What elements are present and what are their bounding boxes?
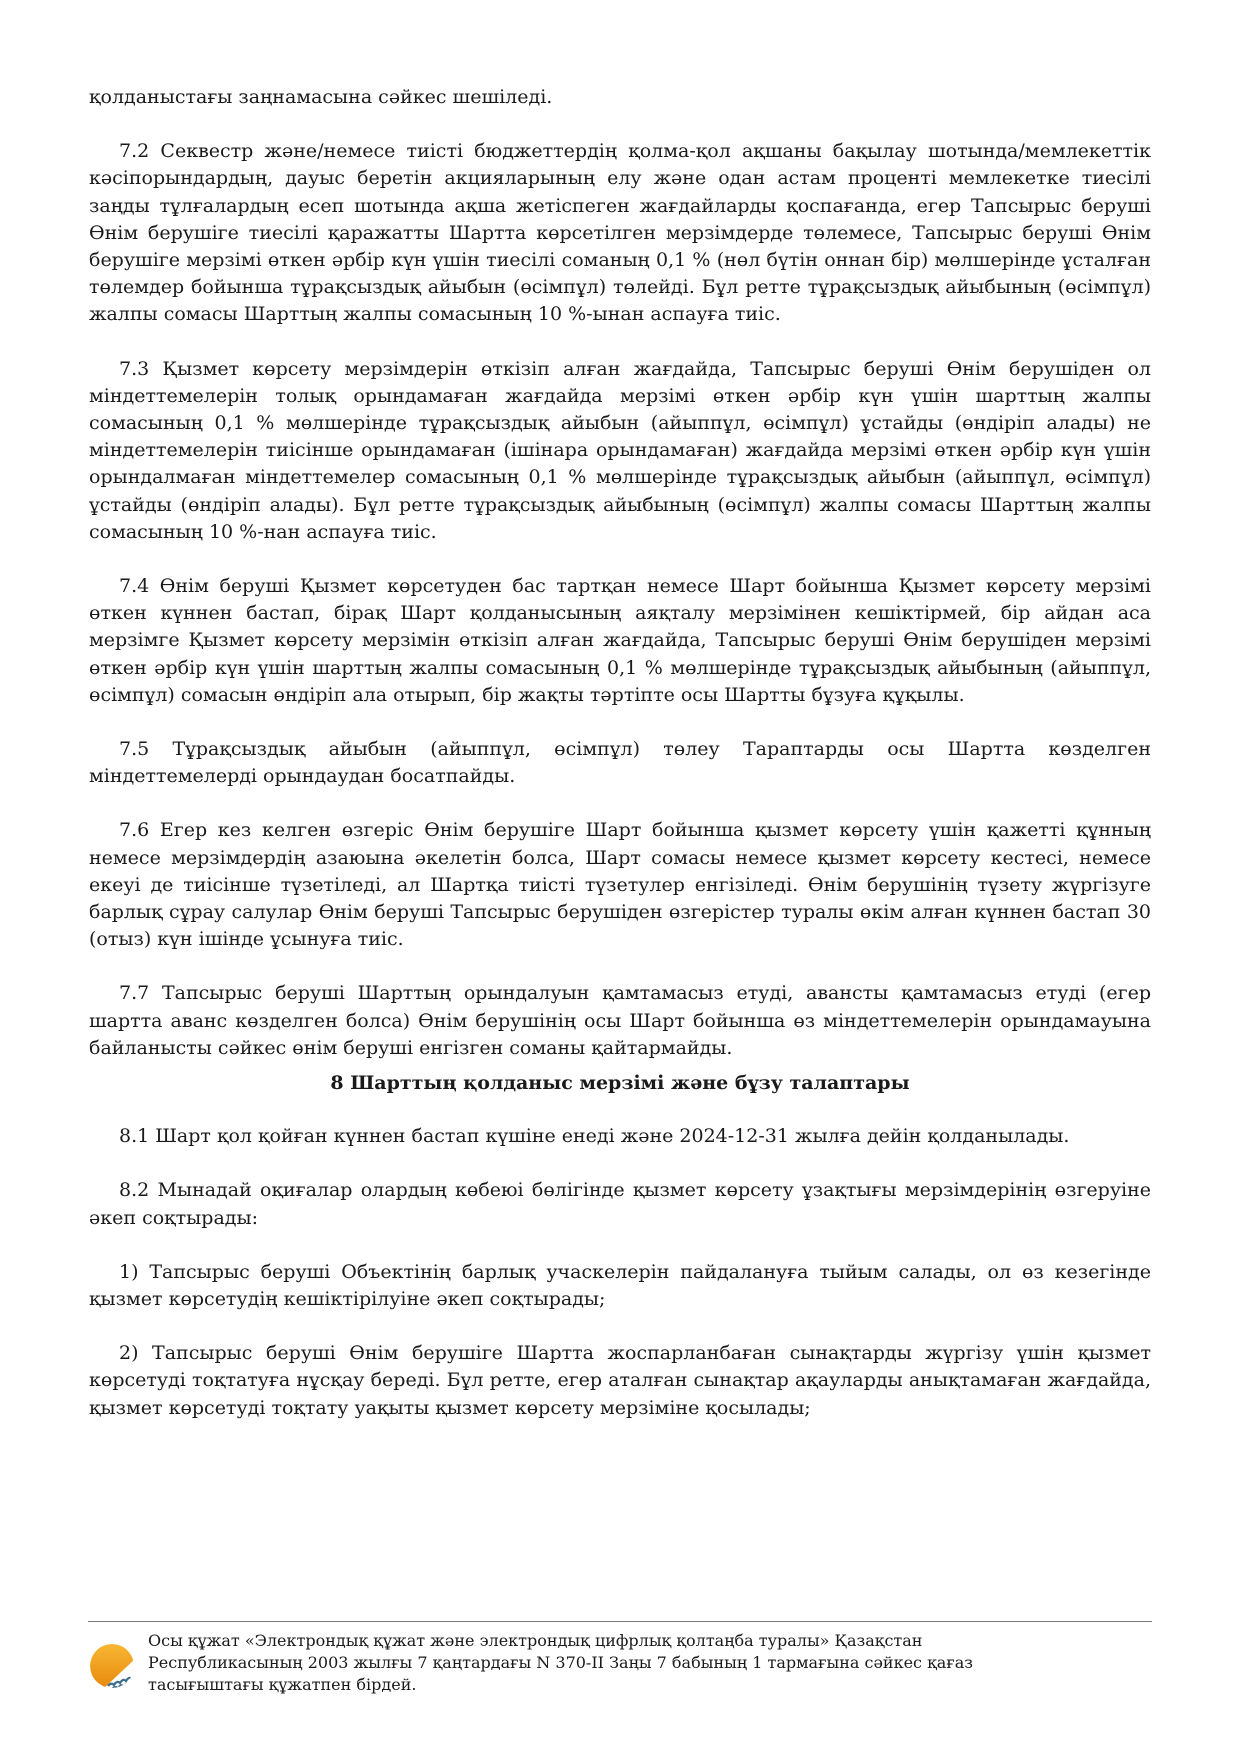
clause-7-6: 7.6 Егер кез келген өзгеріс Өнім берушіге Шарт бойынша қызмет көрсету үшін қажетті құнның немесе мерзімдердің азаюына әкелетін болса, Шарт сомасы немесе қызмет көрсету кестесі, немесе екеуі де тиісінше түзетіледі, ал Шартқа тиісті түзетулер енгізіледі. Өнім берушінің түзету жүргізуге барлық сұрау салулар Өнім беруші Тапсырыс берушіден өзгерістер туралы өкім алған күннен бастап 30 (отыз) күн ішінде ұсынуға тиіс. — [89, 819, 1151, 951]
egov-sun-logo-icon — [88, 1642, 136, 1690]
clause-7-2: 7.2 Секвестр және/немесе тиісті бюджеттердің қолма-қол ақшаны бақылау шотында/мемлекеттік кәсіпорындардың, дауыс беретін акцияларының елу және одан астам проценті мемлекетке тиесілі заңды тұлғалардың есеп шотында ақша жетіспеген жағдайларды қоспағанда, егер Тапсырыс беруші Өнім берушіге тиесілі қаражатты Шартта көрсетілген мерзімдерде төлемесе, Тапсырыс беруші Өнім берушіге мерзімі өткен әрбір күн үшін тиесілі соманың 0,1 % (нөл бүтін оннан бір) мөлшерінде ұсталған төлемдер бойынша тұрақсыздық айыбын (өсімпұл) төлейді. Бұл ретте тұрақсыздық айыбының (өсімпұл) жалпы сомасы Шарттың жалпы сомасының 10 %-ынан аспауға тиіс. — [89, 140, 1151, 326]
page-footer — [88, 1621, 1152, 1696]
paragraph-continuation: қолданыстағы заңнамасына сәйкес шешіледі. — [89, 86, 553, 108]
clause-8-2-item-1: 1) Тапсырыс беруші Объектінің барлық учаскелерін пайдалануға тыйым салады, ол өз кезегінде қызмет көрсетудің кешіктірілуіне әкеп соқтырады; — [89, 1260, 1151, 1310]
clause-8-1: 8.1 Шарт қол қойған күннен бастап күшіне енеді және 2024-12-31 жылға дейін қолданылады. — [119, 1125, 1070, 1148]
clause-7-4: 7.4 Өнім беруші Қызмет көрсетуден бас тартқан немесе Шарт бойынша Қызмет көрсету мерзімі өткен күннен бастап, бірақ Шарт қолданысының аяқталу мерзімінен кешіктірмей, бір айдан аса мерзімге Қызмет көрсету мерзімін өткізіп алған жағдайда, Тапсырыс беруші Өнім берушіден мерзімі өткен әрбір күн үшін шарттың жалпы сомасының 0,1 % мөлшерінде тұрақсыздық айыбының (айыппұл, өсімпұл) сомасын өндіріп ала отырып, бір жақты тәртіпте осы Шартты бұзуға құқылы. — [89, 575, 1151, 706]
clause-7-3: 7.3 Қызмет көрсету мерзімдерін өткізіп алған жағдайда, Тапсырыс беруші Өнім берушіден ол міндеттемелерін толық орындамаған жағдайда мерзімі өткен әрбір күн үшін шарттың жалпы сомасының 0,1 % мөлшерінде тұрақсыздық айыбын (айыппұл, өсімпұл) ұстайды (өндіріп алады) не міндеттемелерін тиісінше орындамаған (ішінара орындамаған) жағдайда мерзімі өткен әрбір күн үшін орындалмаған міндеттемелер сомасының 0,1 % мөлшерінде тұрақсыздық айыбын (айыппұл, өсімпұл) ұстайды (өндіріп алады). Бұл ретте тұрақсыздық айыбының (өсімпұл) жалпы сомасы Шарттың жалпы сомасының 10 %-нан аспауға тиіс. — [89, 357, 1151, 543]
document-page — [89, 84, 1151, 1449]
clause-8-2: 8.2 Мынадай оқиғалар олардың көбеюі бөлігінде қызмет көрсету ұзақтығы мерзімдерінің өзгеруіне әкеп соқтырады: — [89, 1179, 1151, 1229]
footer-legal-notice: Осы құжат «Электрондық құжат және электрондық цифрлық қолтаңба туралы» Қазақстан Республикасының 2003 жылғы 7 қаңтардағы N 370-II Заңы 7 бабының 1 тармағына сәйкес қағаз тасығыштағы құжатпен бірдей. — [148, 1631, 973, 1694]
clause-7-5: 7.5 Тұрақсыздық айыбын (айыппұл, өсімпұл) төлеу Тараптарды осы Шартта көзделген міндеттемелерді орындаудан босатпайды. — [89, 738, 1151, 788]
clause-7-7: 7.7 Тапсырыс беруші Шарттың орындалуын қамтамасыз етуді, авансты қамтамасыз етуді (егер шартта аванс көзделген болса) Өнім берушінің осы Шарт бойынша өз міндеттемелерін орындамауына байланысты сәйкес өнім беруші енгізген соманы қайтармайды. — [89, 982, 1151, 1059]
clause-8-2-item-2: 2) Тапсырыс беруші Өнім берушіге Шартта жоспарланбаған сынақтарды жүргізу үшін қызмет көрсетуді тоқтатуға нұсқау береді. Бұл ретте, егер аталған сынақтар ақауларды анықтамаған жағдайда, қызмет көрсетуді тоқтату уақыты қызмет көрсету мерзіміне қосылады; — [89, 1342, 1151, 1419]
section-heading-8: 8 Шарттың қолданыс мерзімі және бұзу талаптары — [330, 1072, 910, 1095]
